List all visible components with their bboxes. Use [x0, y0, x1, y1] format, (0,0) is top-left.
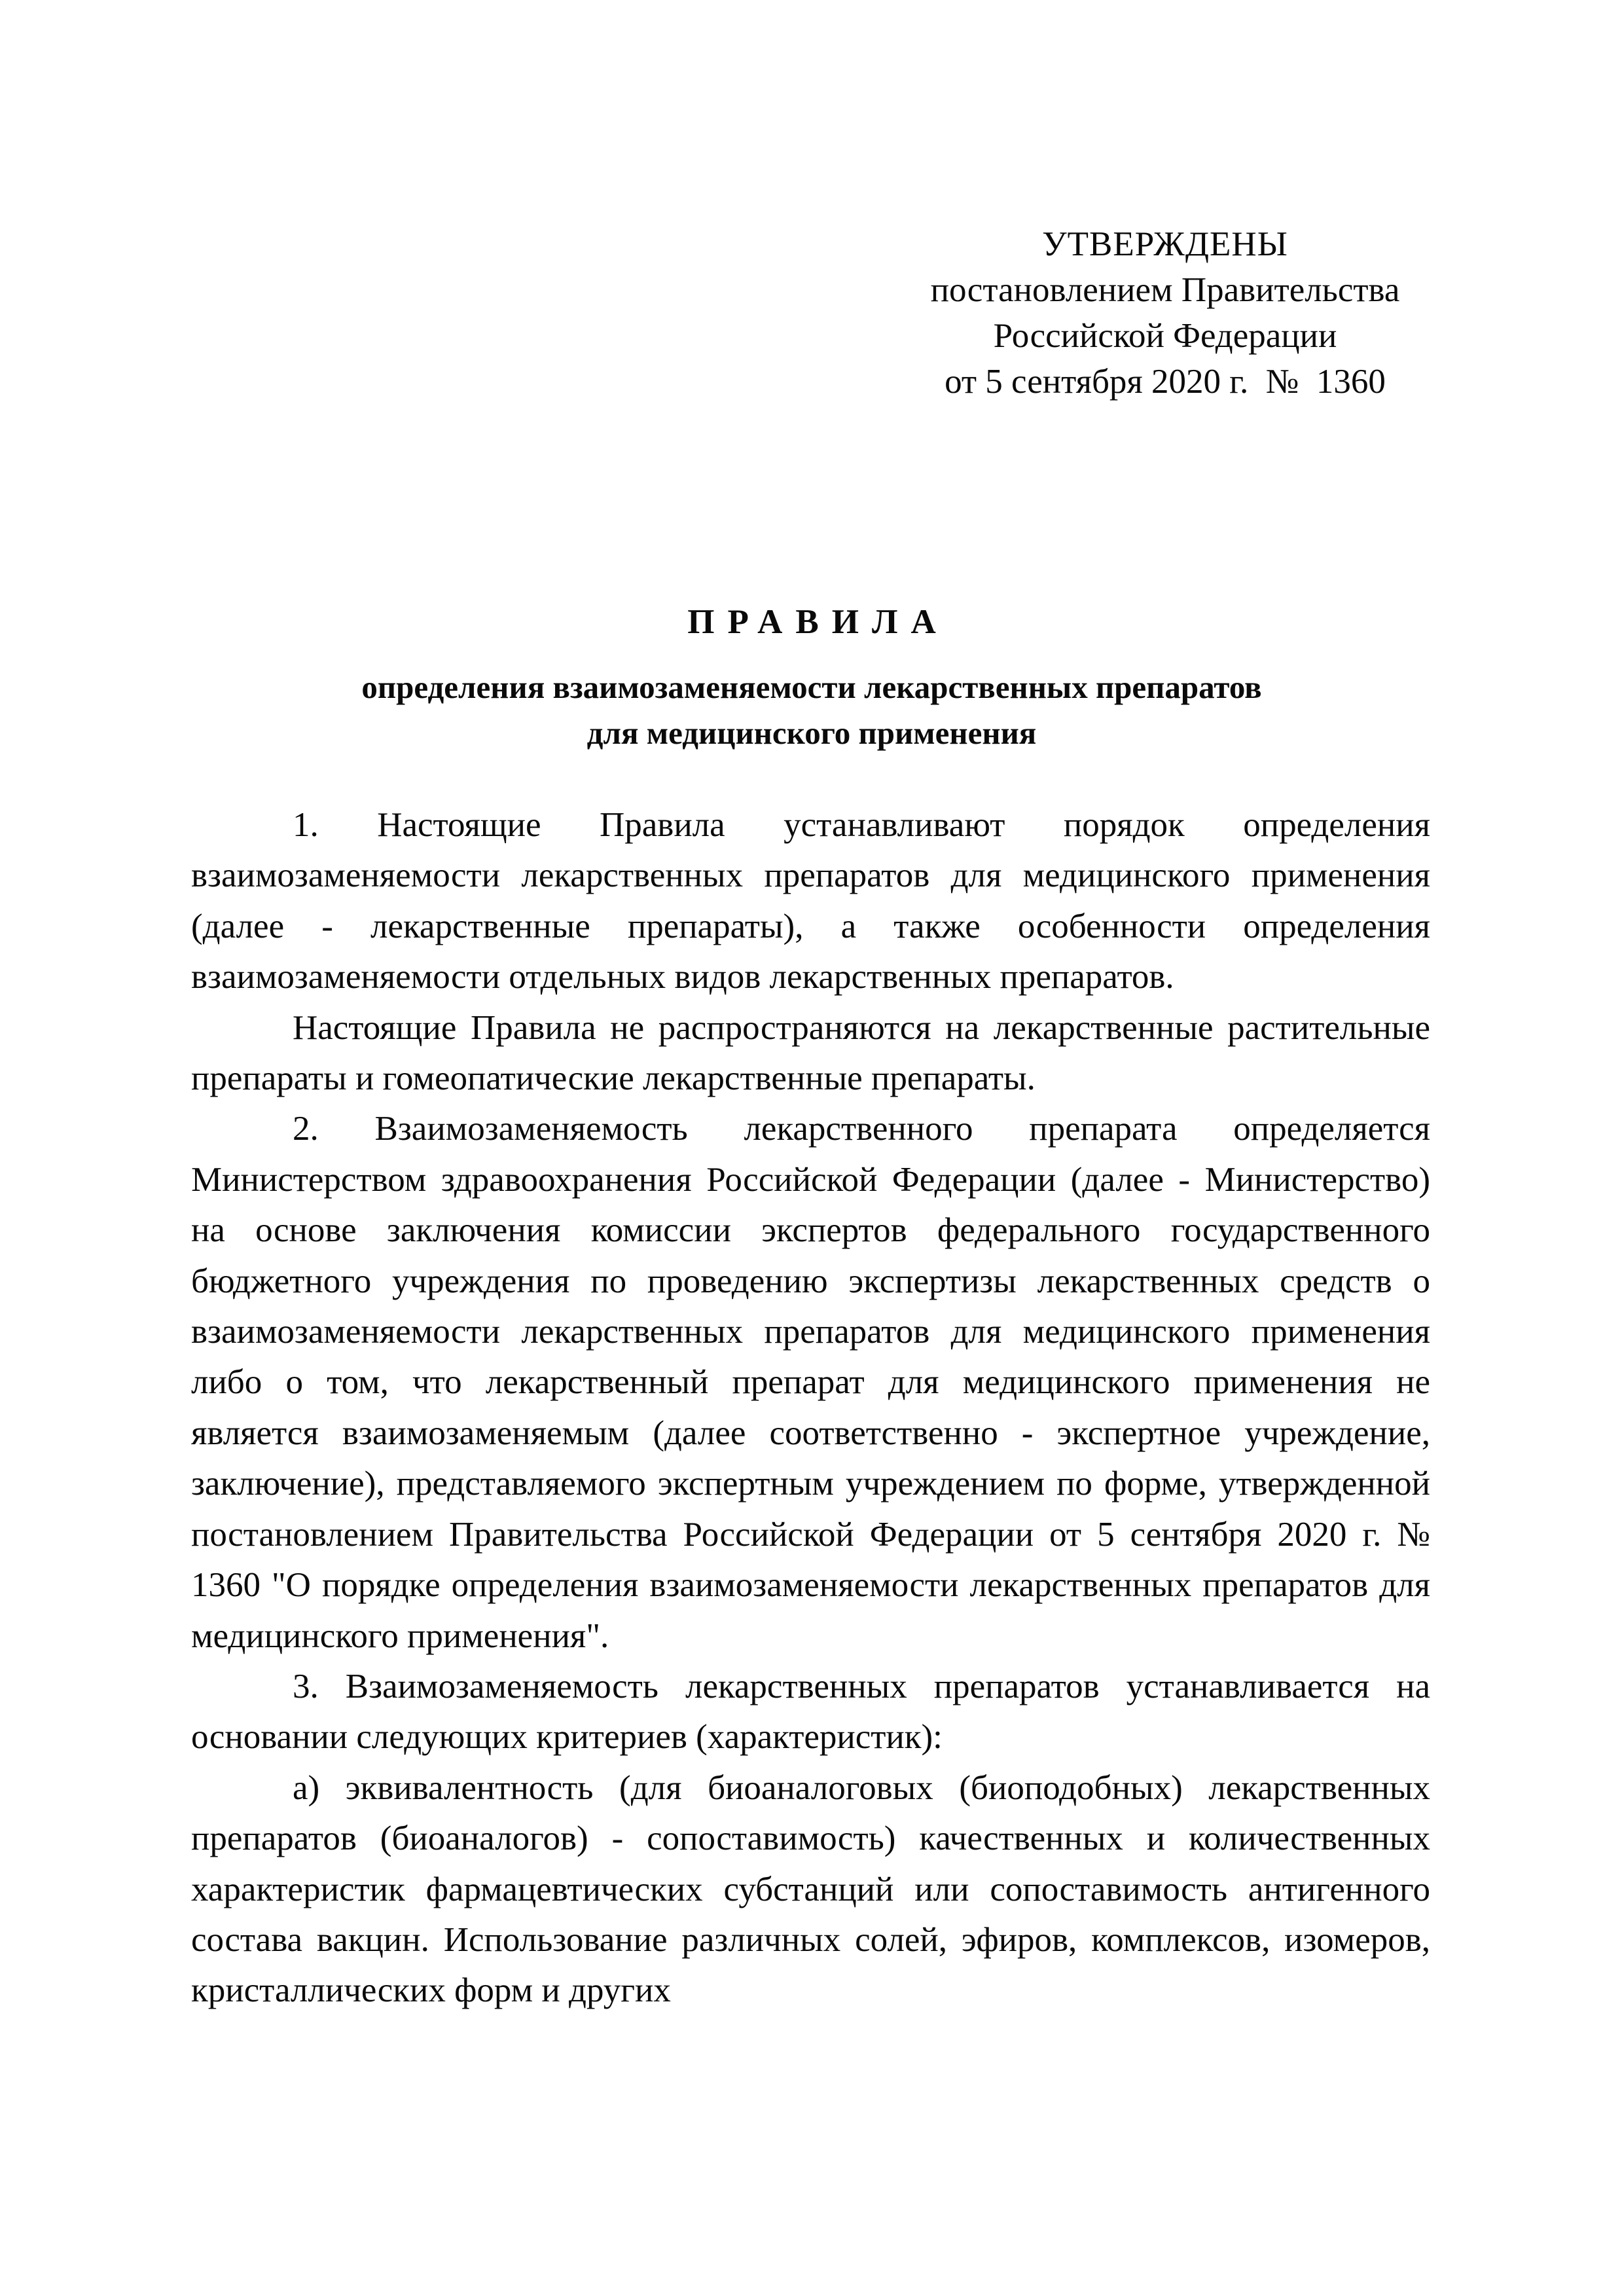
approval-title: УТВЕРЖДЕНЫ: [1042, 225, 1288, 263]
approval-line-1: постановлением Правительства: [930, 271, 1400, 309]
paragraph-1-note: Настоящие Правила не распространяются на лекарственные растительные препараты и гомеопатические лекарственные препараты.: [191, 1008, 1430, 1098]
approval-date: от 5 сентября 2020 г. № 1360: [945, 363, 1386, 401]
document-title: ПРАВИЛА: [687, 603, 949, 641]
paragraph-2: 2. Взаимозаменяемость лекарственного препарата определяется Министерством здравоохранения Российской Федерации (далее - Министерство) на основе заключения комиссии экспертов федерального государственного бюджетного учреждения по проведению экспертизы лекарственных средств о взаимозаменяемости лекарственных препаратов для медицинского применения либо о том, что лекарственный препарат для медицинского применения не является взаимозаменяемым (далее соответственно - экспертное учреждение, заключение), представляемого экспертным учреждением по форме, утвержденной постановлением Правительства Российской Федерации от 5 сентября 2020 г. № 1360 "О порядке определения взаимозаменяемости лекарственных препаратов для медицинского применения".: [191, 1110, 1430, 1655]
document-subtitle-line-2: для медицинского применения: [586, 715, 1037, 751]
approval-stamp: [871, 221, 1460, 405]
paragraph-1: 1. Настоящие Правила устанавливают порядок определения взаимозаменяемости лекарственных препаратов для медицинского применения (далее - лекарственные препараты), а также особенности определения взаимозаменяемости отдельных видов лекарственных препаратов.: [191, 806, 1430, 996]
approval-line-2: Российской Федерации: [993, 317, 1337, 355]
document-heading: [190, 599, 1433, 756]
paragraph-3a: а) эквивалентность (для биоаналоговых (биоподобных) лекарственных препаратов (биоаналогов) - сопоставимость) качественных и количественных характеристик фармацевтических субстанций или сопоставимость антигенного состава вакцин. Использование различных солей, эфиров, комплексов, изомеров, кристаллических форм и других: [191, 1768, 1430, 2010]
document-body: [191, 800, 1430, 2016]
paragraph-3: 3. Взаимозаменяемость лекарственных препаратов устанавливается на основании следующих критериев (характеристик):: [191, 1667, 1430, 1757]
document-subtitle-line-1: определения взаимозаменяемости лекарственных препаратов: [361, 669, 1262, 705]
